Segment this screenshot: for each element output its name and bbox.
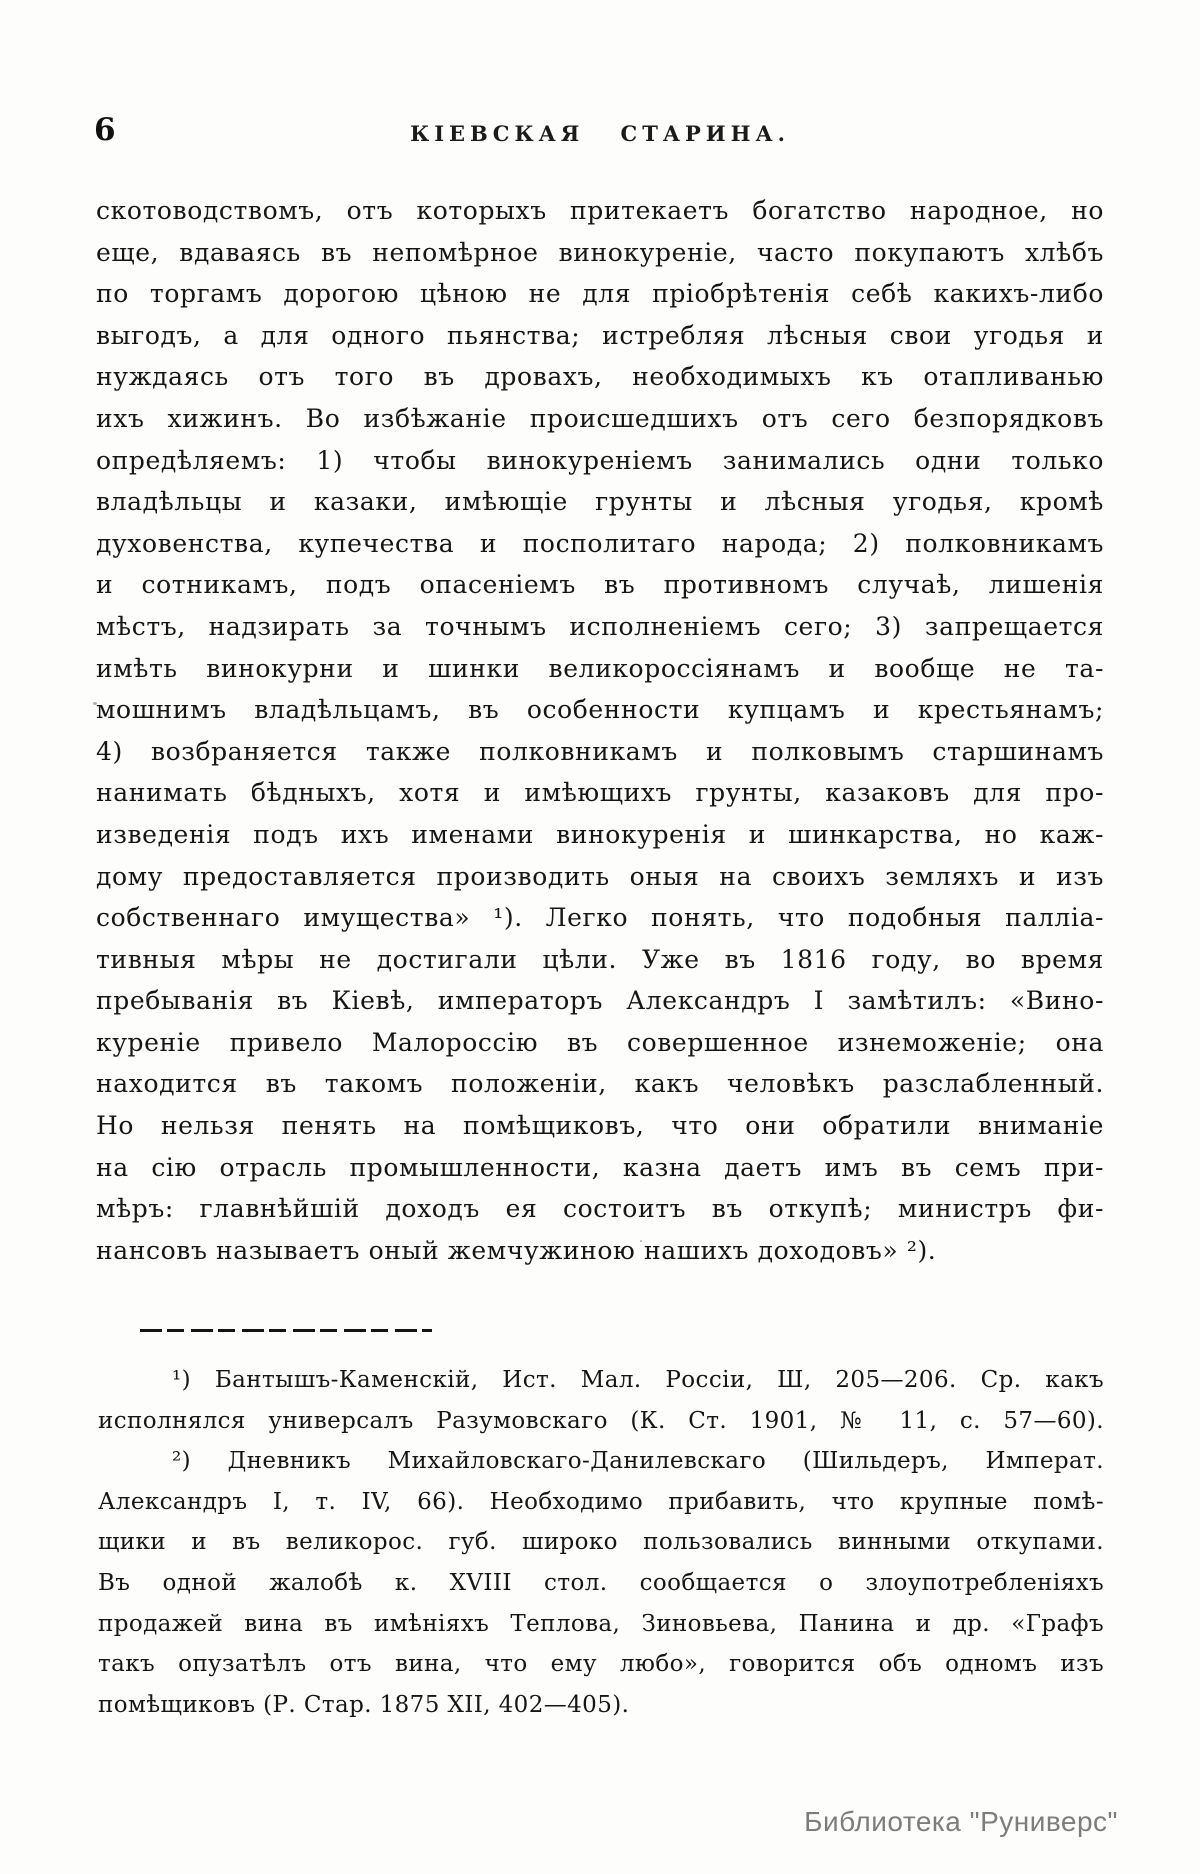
body-line: куреніе привело Малороссію въ совершенное изнеможеніе; она — [96, 1027, 1104, 1057]
body-line: пребыванія въ Кіевѣ, императоръ Александръ I замѣтилъ: «Вино- — [96, 986, 1104, 1016]
footnote-line: Александръ I, т. IV, 66). Необходимо прибавить, что крупные помѣ- — [98, 1488, 1104, 1515]
footnote-line: продажей вина въ имѣніяхъ Теплова, Зиновьева, Панина и др. «Графъ — [98, 1610, 1104, 1637]
footnote-line: помѣщиковъ (Р. Стар. 1875 XII, 402—405). — [98, 1691, 630, 1718]
body-line: духовенства, купечества и посполитаго народа; 2) полковникамъ — [96, 528, 1104, 558]
body-line: тивныя мѣры не достигали цѣли. Уже въ 1816 году, во время — [96, 944, 1104, 974]
footnote-line: Въ одной жалобѣ к. XVIII стол. сообщается о злоупотребленіяхъ — [98, 1569, 1104, 1596]
body-line: опредѣляемъ: 1) чтобы винокуреніемъ занимались одни только — [96, 445, 1104, 475]
body-line: имѣть винокурни и шинки великороссіянамъ и вообще не та- — [96, 653, 1104, 683]
footnote-line: ²) Дневникъ Михайловскаго-Данилевскаго (Шильдеръ, Императ. — [172, 1448, 1104, 1475]
scan-speckle — [100, 300, 103, 302]
body-line: мѣстъ, надзирать за точнымъ исполненіемъ сего; 3) запрещается — [96, 611, 1104, 641]
body-line: мошнимъ владѣльцамъ, въ особенности купцамъ и крестьянамъ; — [96, 695, 1104, 725]
body-line: нанимать бѣдныхъ, хотя и имѣющихъ грунты, казаковъ для про- — [96, 778, 1104, 808]
scan-speckle — [640, 1240, 642, 1242]
footnote-separator-rule — [140, 1329, 432, 1332]
body-line: на сію отрасль промышленности, казна даетъ имъ въ семъ при- — [96, 1152, 1104, 1182]
body-text — [96, 190, 1104, 1271]
scan-speckle — [93, 702, 97, 705]
body-line: изведенія подъ ихъ именами винокуренія и шинкарства, но каж- — [96, 819, 1104, 849]
body-line: скотоводствомъ, отъ которыхъ притекаетъ богатство народное, но — [96, 196, 1104, 225]
footnote-line: исполнялся универсалъ Разумовскаго (К. Ст. 1901, № 11, с. 57—60). — [98, 1407, 1104, 1434]
body-line: по торгамъ дорогою цѣною не для пріобрѣтенія себѣ какихъ-либо — [96, 279, 1104, 309]
body-line: 4) возбраняется также полковникамъ и полковымъ старшинамъ — [96, 736, 1104, 766]
body-line: ихъ хижинъ. Во избѣжаніе происшедшихъ отъ сего безпорядковъ — [96, 403, 1104, 433]
body-line: выгодъ, а для одного пьянства; истребляя лѣсныя свои угодья и — [96, 320, 1104, 350]
body-line: мѣръ: главнѣйшій доходъ ея состоитъ въ откупѣ; министръ фи- — [96, 1194, 1104, 1224]
body-line: Но нельзя пенять на помѣщиковъ, что они обратили вниманіе — [96, 1111, 1104, 1141]
footnote-line: щики и въ великорос. губ. широко пользовались винными откупами. — [98, 1529, 1104, 1556]
body-line: находится въ такомъ положеніи, какъ человѣкъ разслабленный. — [96, 1069, 1104, 1099]
body-line: еще, вдаваясь въ непомѣрное винокуреніе, часто покупаютъ хлѣбъ — [96, 237, 1104, 267]
body-line: нансовъ называетъ оный жемчужиною нашихъ доходовъ» ²). — [96, 1235, 937, 1265]
footnotes — [98, 1360, 1104, 1725]
page-number: 6 — [94, 112, 116, 148]
body-line: владѣльцы и казаки, имѣющіе грунты и лѣсныя угодья, кромѣ — [96, 487, 1104, 517]
body-line: нуждаясь отъ того въ дровахъ, необходимыхъ къ отапливанью — [96, 362, 1104, 392]
body-line: и сотникамъ, подъ опасеніемъ въ противномъ случаѣ, лишенія — [96, 570, 1104, 600]
body-line: дому предоставляется производить оныя на своихъ земляхъ и изъ — [96, 861, 1104, 891]
footnote-line: ¹) Бантышъ-Каменскій, Ист. Мал. Россіи, Ш, 205—206. Ср. какъ — [172, 1367, 1104, 1393]
body-line: собственнаго имущества» ¹). Легко понять, что подобныя палліа- — [96, 903, 1104, 933]
library-watermark: Библиотека "Руниверс" — [804, 1806, 1118, 1837]
footnote-line: такъ опузатѣлъ отъ вина, что ему любо», говорится объ одномъ изъ — [98, 1651, 1104, 1678]
journal-title: КІЕВСКАЯ СТАРИНА. — [410, 121, 790, 146]
